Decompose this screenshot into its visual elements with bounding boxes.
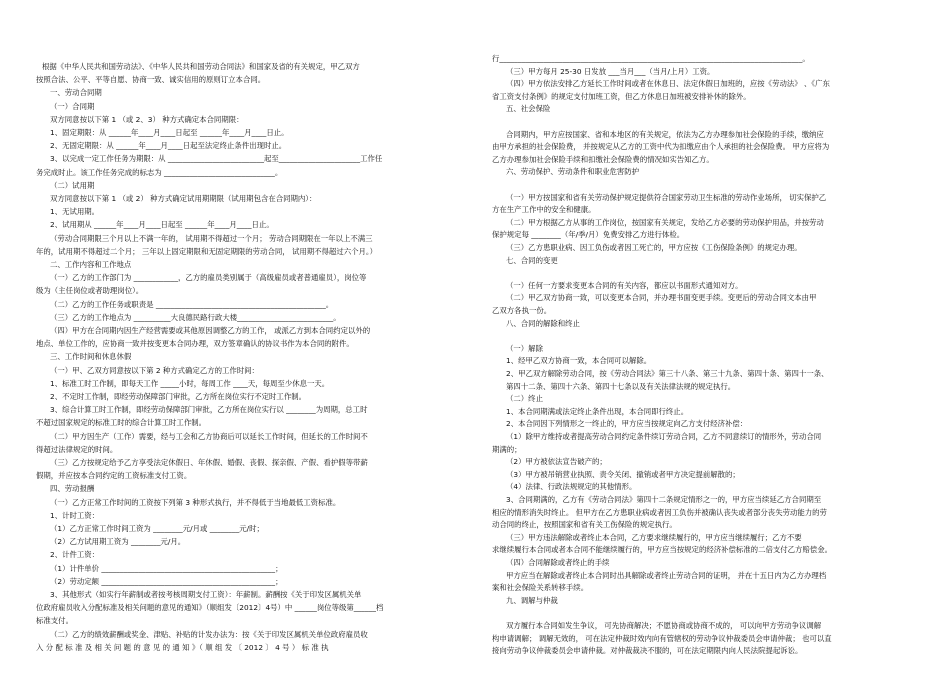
text-line: 根据《中华人民共和国劳动法》、《中华人民共和国劳动合同法》和国家及省的有关规定，甲乙双方	[42, 62, 360, 71]
text-line: 1、标准工时工作制，即每天工作 _____小时，每周工作 ____天，每周至少休息一天。	[50, 378, 330, 388]
text-line: 相应的情形消失时终止。 但甲方在乙方患职业病或者因工负伤并被确认丧失或者部分丧失劳动能力的劳	[492, 507, 827, 517]
text-line: 方在生产工作中的安全和健康。	[492, 205, 596, 215]
text-line: （一）乙方正常工作时间的工资按下列第 3 种形式执行，并不得低于当地最低工资标准。	[50, 497, 341, 507]
text-line: 2、不定时工作制，即经劳动保障部门审批，乙方所在岗位实行不定时工作制。	[50, 392, 306, 401]
text-line: （三）乙方的工作地点为 __________大良德民路行政大楼__________________________。	[50, 312, 341, 322]
text-line: （四）合同解除或者终止的手续	[506, 558, 610, 567]
text-line: 1、经甲乙双方协商一致，本合同可以解除。	[506, 356, 652, 366]
text-line: 3、合同期满的，乙方有《劳动合同法》第四十二条规定情形之一的，甲方应当续延乙方合同期至	[506, 495, 822, 504]
text-line: 不超过国家规定的标准工时的综合计算工时工作制。	[36, 418, 206, 428]
text-line: （3）甲方被吊销营业执照、责令关闭、撤销或者甲方决定提前解散的；	[506, 469, 740, 479]
text-line: 2、试用期从 ______年____月____日起至 ______年____月____日止。	[50, 220, 274, 230]
text-line: 期满的；	[492, 444, 522, 454]
text-line: （三）甲方违法解除或者终止本合同，乙方要求继续履行的，甲方应当继续履行；乙方不要	[506, 532, 802, 542]
text-line: 位政府雇员收入分配标准及相关问题的意见的通知》（顺组发〔2012〕4号）中 ______岗位等级第______档	[36, 603, 384, 613]
text-line: （1）除甲方维持或者提高劳动合同约定条件续订劳动合同，乙方不同意续订的情形外，劳动合同	[506, 432, 822, 441]
text-line: 2、本合同因下列情形之一终止的，甲方应当按规定向乙方支付经济补偿：	[506, 419, 748, 429]
text-line: 标准支付。	[36, 616, 73, 626]
text-line: （1）乙方正常工作时间工资为 ________元/月或 ________元/时；	[50, 524, 264, 533]
text-line: 九、调解与仲裁	[506, 595, 558, 605]
text-line: （一）甲、乙双方同意按以下第 2 种方式确定乙方的工作时间：	[50, 365, 259, 375]
text-line: （4）法律、行政法规规定的其他情形。	[506, 482, 637, 492]
text-line: 案和社会保险关系转移手续。	[492, 583, 589, 593]
text-line: 按照合法、公平、平等自愿、协商一致、诚实信用的原则订立本合同。	[36, 75, 266, 85]
text-line: 乙方办理参加社会保险手续和扣缴社会保险费的情况如实告知乙方。	[492, 154, 714, 164]
text-line: 接向劳动争议仲裁委员会申请仲裁。对仲裁裁决不服的，可在法定期限内向人民法院提起诉讼。	[492, 646, 803, 656]
right-page-column	[492, 0, 932, 673]
text-line: （1）计件单价 _______________________________________________；	[50, 563, 283, 573]
text-line: 3、其他形式（如实行年薪制或者按考核周期支付工资）：年薪制。薪酬按《关于印发区属机关单	[50, 590, 362, 599]
text-line: 动合同的终止，按照国家和省有关工伤保险的规定执行。	[492, 520, 677, 530]
text-line: 级为（主任岗位或者助理岗位）。	[36, 286, 144, 296]
text-line: 第四十二条、第四十六条、第四十七条以及有关法律法规的规定执行。	[506, 381, 736, 391]
text-line: （三）乙方患职业病、因工负伤或者因工死亡的，甲方应按《工伤保险条例》的规定办理。	[506, 243, 802, 252]
text-line: （2）乙方试用期工资为 ________元/月。	[50, 537, 186, 547]
text-line: （2）甲方被依法宣告破产的；	[506, 457, 607, 467]
text-line: （一）甲方按国家和省有关劳动保护规定提供符合国家劳动卫生标准的劳动作业场所， 切实保护乙	[506, 192, 827, 202]
text-line: 求继续履行本合同或者本合同不能继续履行的，甲方应当按规定的经济补偿标准的二倍支付乙方赔偿金。	[492, 545, 832, 555]
text-line: （2）劳动定额 _______________________________________________；	[50, 576, 283, 586]
text-line: （二）试用期	[50, 180, 95, 190]
text-line: 保护规定每 ________（年/季/月）免费安排乙方进行体检。	[492, 230, 685, 240]
text-line: 六、劳动保护、劳动条件和职业危害防护	[506, 167, 640, 177]
text-line: 务完成时止。该工作任务完成的标志为 ______________________________。	[36, 167, 283, 177]
text-line: （四）甲方依法安排乙方延长工作时间或者在休息日、法定休假日加班的，应按《劳动法》 、《广东	[506, 79, 830, 89]
text-line: 七、合同的变更	[506, 255, 558, 265]
text-line: 地点、单位工作的，应协商一致并按变更本合同办理，双方签章确认的协议书作为本合同的附件。	[36, 339, 354, 349]
text-line: 双方同意按以下第 1 （或 2） 种方式确定试用期期限（试用期包含在合同期内）：	[50, 194, 317, 203]
text-line: 八、合同的解除和终止	[506, 318, 580, 328]
text-line: 乙双方各执一份。	[492, 306, 552, 315]
text-line: 行__________________________________________________________________________________。	[492, 54, 810, 63]
text-line: 入 分 配 标 准 及 相 关 问 题 的 意 见 的 通 知 》（ 顺 组 发 〔 2012 〕 4 号 ） 标 准 执	[36, 642, 329, 652]
text-line: 1、计时工资：	[50, 510, 100, 520]
text-line: （二）终止	[506, 394, 543, 404]
text-line: 2、甲乙双方解除劳动合同，按《劳动合同法》第三十八条、第三十九条、第四十条、第四十一条、	[506, 369, 829, 378]
text-line: 四、劳动报酬	[50, 484, 95, 494]
text-line: （二）甲乙双方协商一致，可以变更本合同，并办理书面变更手续。变更后的劳动合同文本由甲	[506, 293, 817, 303]
text-line: 由甲方承担的社会保险费， 并按规定从乙方的工资中代为扣缴应由个人承担的社会保险费。 甲方应将为	[492, 142, 830, 152]
text-line: 3、综合计算工时工作制，即经劳动保障部门审批，乙方所在岗位实行以 ________为周期，总工时	[50, 405, 368, 415]
text-line: （劳动合同期限三个月以上不满一年的， 试用期不得超过一个月； 劳动合同期限在一年以上不满三	[50, 233, 373, 243]
text-line: （二）乙方的工作任务或职责是 ______________________________________________。	[50, 299, 334, 309]
text-line: 构申请调解； 调解无效的， 可在法定仲裁时效内向有管辖权的劳动争议仲裁委员会申请仲裁； 也可以直	[492, 633, 832, 643]
text-line: 假期，并应按本合同约定的工资标准支付工资。	[36, 471, 192, 481]
text-line: 1、固定期限：从 ______年____月____日起至 ______年____月____日止。	[50, 128, 289, 137]
text-line: 三、工作时间和休息休假	[50, 352, 132, 362]
text-line: （二）乙方的绩效薪酬或奖金、津贴、补贴的计发办法为：按《关于印发区属机关单位政府雇员收	[50, 629, 368, 639]
text-line: （三）甲方每月 25-30 日发放 ___当月___（当月/上月）工资。	[506, 66, 715, 76]
text-line: 合同期内，甲方应按国家、省和本地区的有关规定，依法为乙方办理参加社会保险的手续，缴纳应	[506, 129, 824, 139]
text-line: 得超过法律规定的时间。	[36, 444, 118, 454]
text-line: 五、社会保险	[506, 104, 551, 114]
text-line: 省工资支付条例》的规定支付加班工资，但乙方休息日加班被安排补休的除外。	[492, 91, 751, 101]
text-line: 一、劳动合同期	[50, 88, 102, 98]
text-line: 2、无固定期限：从 ______年____月____日起至法定终止条件出现时止。	[50, 141, 287, 151]
text-line: （二）甲方根据乙方从事的工作岗位，按国家有关规定，发给乙方必要的劳动保护用品，并按劳动	[506, 217, 824, 227]
text-line: 2、计件工资：	[50, 550, 100, 560]
text-line: 1、本合同期满或法定终止条件出现，本合同即行终止。	[506, 406, 689, 416]
text-line: 双方履行本合同如发生争议， 可先协商解决；不愿协商或协商不成的， 可以向甲方劳动争议调解	[506, 621, 822, 630]
text-line: 甲方应当在解除或者终止本合同时出具解除或者终止劳动合同的证明， 并在十五日内为乙方办理档	[506, 570, 827, 580]
text-line: （一）解除	[506, 343, 543, 353]
text-line: （二）甲方因生产（工作）需要，经与工会和乙方协商后可以延长工作时间，但延长的工作时间不	[50, 431, 368, 441]
text-line: 二、工作内容和工作地点	[50, 260, 132, 269]
text-line: （一）乙方的工作部门为 ____________，乙方的雇员类别属于（高级雇员或者普通雇员），岗位等	[50, 273, 367, 283]
text-line: 双方同意按以下第 1 （或 2、3） 种方式确定本合同期限：	[50, 114, 244, 124]
text-line: （三）乙方按规定给予乙方享受法定休假日、年休假、婚假、丧假、探亲假、产假、看护假等带薪	[50, 458, 368, 467]
text-line: 3、以完成一定工作任务为期限：从 __________________________起至______________________工作任	[50, 154, 383, 164]
text-line: 1、无试用期。	[50, 207, 100, 217]
left-page-column	[36, 0, 476, 673]
text-line: （一）合同期	[50, 101, 95, 111]
text-line: （四）甲方在合同期内因生产经营需要或其他原因调整乙方的工作， 或派乙方到本合同约定以外的	[50, 326, 371, 335]
text-line: （一）任何一方要求变更本合同的有关内容，都应以书面形式通知对方。	[506, 280, 743, 290]
text-line: 年的，试用期不得超过二个月； 三年以上固定期限和无固定期限的劳动合同， 试用期不得超过六个月。）	[36, 246, 377, 256]
